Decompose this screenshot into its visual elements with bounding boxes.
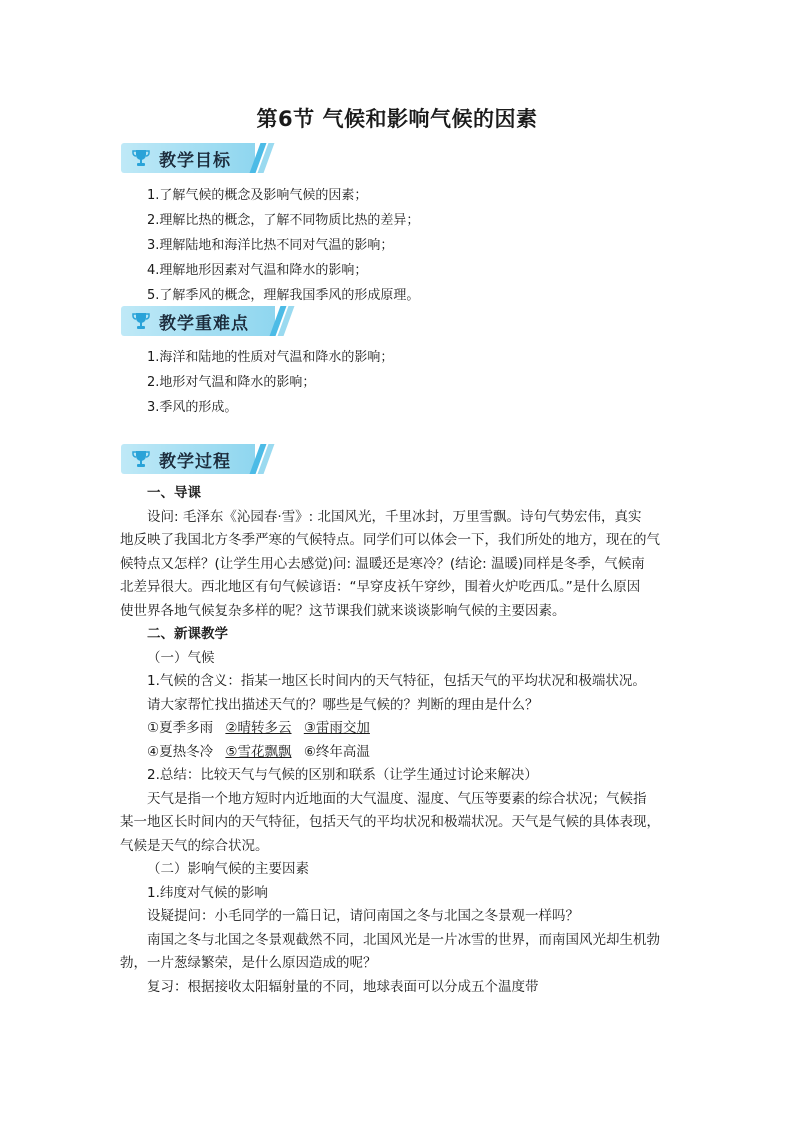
paragraph-line: 1.气候的含义：指某一地区长时间内的天气特征，包括天气的平均状况和极端状况。: [147, 673, 646, 689]
list-item: 2.地形对气温和降水的影响；: [147, 375, 316, 390]
paragraph-line: 勃，一片葱绿繁荣，是什么原因造成的呢？: [120, 955, 377, 971]
paragraph-line: 天气是指一个地方短时内近地面的大气温度、湿度、气压等要素的综合状况；气候指: [147, 790, 647, 807]
paragraph-line: 设疑提问：小毛同学的一篇日记，请问南国之冬与北国之冬景观一样吗？: [147, 908, 579, 924]
section-heading: 二、新课教学: [147, 626, 228, 642]
paragraph-line: 南国之冬与北国之冬景观截然不同，北国风光是一片冰雪的世界，而南国风光却生机勃: [147, 931, 660, 948]
list-item: 1.了解气候的概念及影响气候的因素；: [147, 188, 368, 203]
options-row: [120, 717, 680, 741]
banner-label: 教学重难点: [159, 314, 249, 334]
option: ③雷雨交加: [303, 720, 370, 736]
paragraph-line: 使世界各地气候复杂多样的呢？这节课我们就来谈谈影响气候的主要因素。: [120, 602, 566, 619]
list-item: 5.了解季风的概念，理解我国季风的形成原理。: [147, 288, 420, 303]
paragraph-line: 候特点又怎样？(让学生用心去感觉)问: 温暖还是寒冷？(结论: 温暖)同样是冬季，气候南: [120, 555, 645, 572]
list-item: 2.理解比热的概念，了解不同物质比热的差异；: [147, 213, 420, 228]
page-title: 第6节 气候和影响气候的因素: [256, 107, 538, 131]
list-item: 4.理解地形因素对气温和降水的影响；: [147, 263, 368, 278]
subsection-heading: （一）气候: [147, 649, 215, 666]
paragraph-line: 北差异很大。西北地区有句气候谚语：“早穿皮袄午穿纱，围着火炉吃西瓜。”是什么原因: [120, 579, 641, 595]
paragraph-line: 请大家帮忙找出描述天气的？哪些是气候的？判断的理由是什么？: [147, 696, 539, 713]
option: ④夏热冬冷: [147, 743, 214, 760]
paragraph-line: 2.总结：比较天气与气候的区别和联系（让学生通过讨论来解决）: [147, 767, 538, 783]
option: ①夏季多雨: [147, 720, 214, 736]
banner-label: 教学过程: [159, 452, 231, 472]
option: ⑤雪花飘飘: [225, 743, 292, 760]
trophy-icon: [131, 449, 151, 469]
option: ②晴转多云: [225, 720, 292, 736]
paragraph-line: 某一地区长时间内的天气特征，包括天气的平均状况和极端状况。天气是气候的具体表现，: [120, 814, 660, 830]
paragraph-line: 复习：根据接收太阳辐射量的不同，地球表面可以分成五个温度带: [147, 978, 539, 995]
subsection-heading: （二）影响气候的主要因素: [147, 861, 309, 877]
list-item: 3.季风的形成。: [147, 400, 238, 415]
list-item: 3.理解陆地和海洋比热不同对气温的影响；: [147, 238, 394, 253]
process-body: [120, 482, 680, 999]
options-row: [120, 741, 680, 765]
paragraph-line: 气候是天气的综合状况。: [120, 837, 269, 854]
objectives-list: [147, 183, 419, 308]
banner-key-points: [121, 306, 291, 336]
banner-label: 教学目标: [159, 151, 231, 171]
key-points-list: [147, 345, 393, 420]
trophy-icon: [131, 148, 151, 168]
banner-process: [121, 444, 271, 474]
banner-objectives: [121, 143, 271, 173]
paragraph-line: 1.纬度对气候的影响: [147, 884, 268, 901]
paragraph-line: 地反映了我国北方冬季严寒的气候特点。同学们可以体会一下，我们所处的地方，现在的气: [120, 532, 660, 548]
trophy-icon: [131, 311, 151, 331]
section-heading: 一、导课: [147, 485, 201, 501]
paragraph-line: 设问: 毛泽东《沁园春·雪》: 北国风光，千里冰封，万里雪飘。诗句气势宏伟，真实: [147, 508, 642, 525]
option: ⑥终年高温: [303, 743, 370, 760]
list-item: 1.海洋和陆地的性质对气温和降水的影响；: [147, 350, 394, 365]
